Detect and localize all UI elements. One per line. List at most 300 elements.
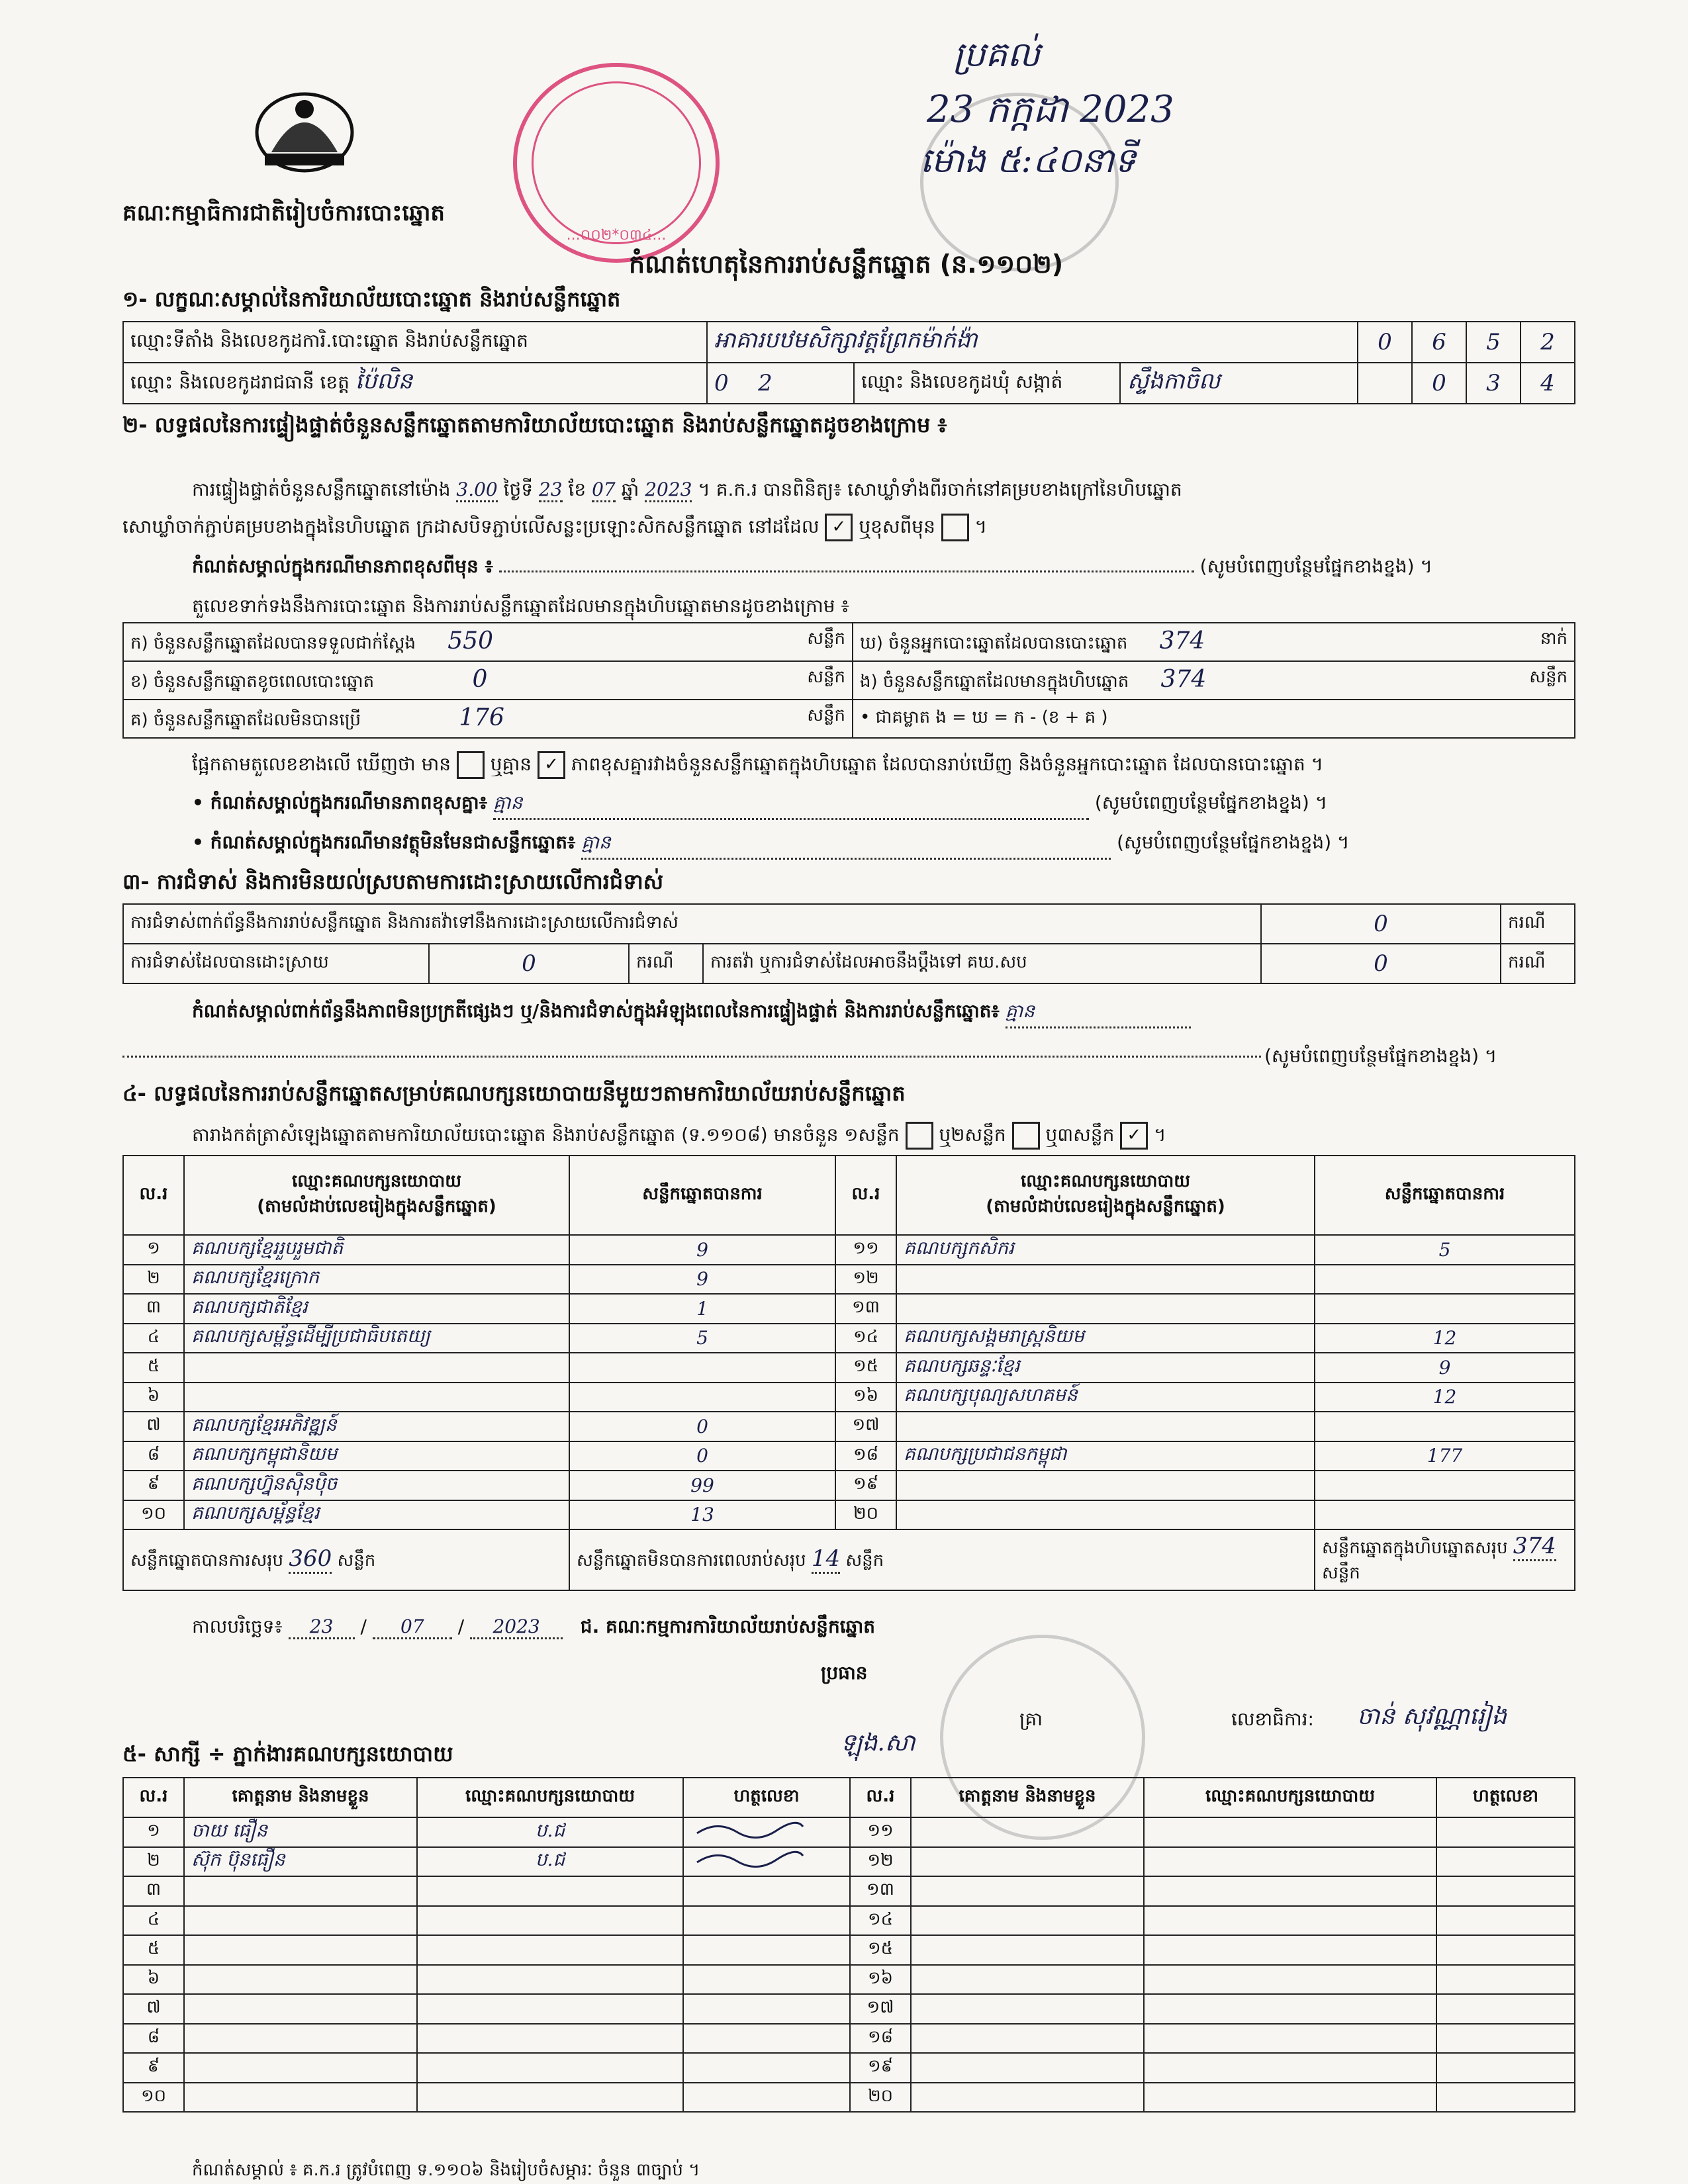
results-right-party: គណបក្សកសិករ [896, 1235, 1315, 1265]
witness-right-name [911, 1935, 1144, 1965]
witness-right-no: ១៧ [850, 1994, 911, 2024]
results-left-party: គណបក្សខ្មែរក្រោក [184, 1265, 569, 1295]
results-left-party: គណបក្សសម្ព័ន្ធខ្មែរ [184, 1500, 569, 1530]
section2-title: ២- លទ្ធផលនៃការផ្ទៀងផ្ទាត់ចំនួនសន្លឹកឆ្នោតតាមការិយាល័យបោះឆ្នោត និងរាប់សន្លឹកឆ្នោតដូចខាងក្រោម ៖ [122, 412, 947, 437]
results-left-party: គណបក្សសម្ព័ន្ធដើម្បីប្រជាធិបតេយ្យ [184, 1324, 569, 1353]
section3-title: ៣- ការជំទាស់ និងការមិនយល់ស្របតាមការដោះស្រាយលើការជំទាស់ [122, 869, 664, 894]
witness-right-party [1144, 1906, 1436, 1936]
results-right-no: ១៤ [835, 1324, 896, 1353]
results-left-party: គណបក្សកម្ពុជានិយម [184, 1441, 569, 1471]
bullet2-label: • កំណត់សម្គាល់ក្នុងករណីមានវត្ថុមិនមែនជាសន្លឹកឆ្នោត៖ [192, 831, 576, 853]
objections-row1-value: 0 [1261, 904, 1501, 944]
witness-left-name [184, 2083, 417, 2113]
results-right-votes: 177 [1315, 1441, 1575, 1471]
unchanged-checkbox[interactable]: ✓ [825, 514, 853, 541]
witness-right-sig [1436, 2053, 1575, 2083]
witness-right-party [1144, 1965, 1436, 1995]
verification-time: 3.00 [456, 478, 497, 502]
witness-left-col-sig: ហត្ថលេខា [683, 1778, 850, 1817]
irregularity-note-line [192, 999, 1575, 1028]
bullet1-line [192, 791, 1575, 820]
witness-left-no: ៨ [123, 2024, 184, 2054]
results-right-votes [1315, 1412, 1575, 1441]
results-left-no: ៥ [123, 1353, 184, 1383]
figure-g-unit: សន្លឹក [807, 705, 845, 725]
witness-row [123, 1876, 1575, 1906]
commune-code-1: 0 [1412, 363, 1466, 404]
witness-left-party: ប.ជ [417, 1817, 683, 1847]
changed-checkbox[interactable] [941, 514, 969, 541]
witness-left-party: ប.ជ [417, 1847, 683, 1877]
results-left-votes: 0 [569, 1412, 835, 1441]
discrepancy-line [192, 751, 1575, 780]
figure-g-value: 176 [459, 704, 504, 731]
results-right-party: គណបក្សបុណ្យសហគមន៍ [896, 1383, 1315, 1412]
figures-intro: តួលេខទាក់ទងនឹងការបោះឆ្នោត និងការរាប់សន្លឹកឆ្នោតដែលមានក្នុងហិបឆ្នោតមានដូចខាងក្រោម ៖ [192, 595, 849, 617]
objections-table [122, 903, 1575, 984]
results-right-col-party-1: ឈ្មោះគណបក្សនយោបាយ [1021, 1171, 1190, 1191]
witness-left-name [184, 1994, 417, 2024]
verification-month: 07 [592, 478, 616, 502]
verification-time-label: ការផ្ទៀងផ្ទាត់ចំនួនសន្លឹកឆ្នោតនៅម៉ោង [192, 478, 451, 500]
results-left-col-no: ល.រ [123, 1156, 184, 1235]
figures-table [122, 622, 1575, 739]
witness-left-party [417, 1965, 683, 1995]
witness-row [123, 1906, 1575, 1936]
fill-more-3: (សូមបំពេញបន្ថែមផ្នែកខាងខ្នង) ។ [1117, 831, 1350, 853]
witness-right-sig [1436, 1847, 1575, 1877]
results-left-votes: 1 [569, 1294, 835, 1324]
witness-left-sig [683, 1935, 850, 1965]
witness-left-no: ៦ [123, 1965, 184, 1995]
tally-sheet-intro: តារាងកត់ត្រាសំឡេងឆ្នោតតាមការិយាល័យបោះឆ្នោត និងរាប់សន្លឹកឆ្នោត (ទ.១១០៨) មានចំនួន ១សន្លឹក [192, 1124, 900, 1146]
results-left-votes: 5 [569, 1324, 835, 1353]
appeal-value: 0 [1261, 944, 1501, 983]
figure-kh [123, 661, 853, 700]
location-code-2: 6 [1412, 322, 1466, 363]
witness-right-party [1144, 1817, 1436, 1847]
difference-note-dots [499, 570, 1194, 572]
figure-gh-label: ឃ) ចំនួនអ្នកបោះឆ្នោតដែលបានបោះឆ្នោត [860, 633, 1128, 653]
witness-right-sig [1436, 2024, 1575, 2054]
difference-note-line [192, 555, 1575, 582]
witness-left-no: ៩ [123, 2053, 184, 2083]
formula: • ជាគម្លាត ង = ឃ = ក - (ខ + គ ) [853, 700, 1575, 738]
witness-row [123, 1817, 1575, 1847]
witness-left-party [417, 2024, 683, 2054]
results-right-col-party-2: (តាមលំដាប់លេខរៀងក្នុងសន្លឹកឆ្នោត) [986, 1197, 1225, 1216]
results-right-votes: 12 [1315, 1324, 1575, 1353]
results-right-no: ២០ [835, 1500, 896, 1530]
fill-more-4: (សូមបំពេញបន្ថែមផ្នែកខាងខ្នង) ។ [1264, 1045, 1497, 1067]
witness-right-no: ១៤ [850, 1906, 911, 1936]
bullet1-label: • កំណត់សម្គាល់ក្នុងករណីមានភាពខុសគ្នា៖ [192, 792, 488, 813]
witness-left-name: ចាយ ធឿន [184, 1817, 417, 1847]
figure-ng [853, 661, 1575, 700]
results-left-party: គណបក្សខ្មែរអភិវឌ្ឍន៍ [184, 1412, 569, 1441]
date-line: កាលបរិច្ឆេទ៖ 23 / 07 / 2023 ជ. គណៈកម្មការការិយាល័យរាប់សន្លឹកឆ្នោត [192, 1615, 875, 1642]
date-month: 07 [373, 1615, 452, 1639]
witness-left-sig [683, 2083, 850, 2113]
results-row [123, 1235, 1575, 1265]
witness-right-name [911, 1817, 1144, 1847]
date-label: កាលបរិច្ឆេទ៖ [192, 1615, 283, 1637]
witness-right-name [911, 1965, 1144, 1995]
figure-g-label: គ) ចំនួនសន្លឹកឆ្នោតដែលមិនបានប្រើ [130, 709, 361, 730]
results-right-party [896, 1412, 1315, 1441]
witness-right-col-party: ឈ្មោះគណបក្សនយោបាយ [1144, 1778, 1436, 1817]
stamp-text: ...០០២*០៣៤... [566, 227, 667, 244]
witness-left-name: ស៊ុក ប៊ុនធឿន [184, 1847, 417, 1877]
witness-left-sig [683, 2053, 850, 2083]
resolved-value: 0 [429, 944, 629, 983]
witness-right-sig [1436, 1876, 1575, 1906]
seal-status-text: សោឃ្លាំចាក់ភ្ជាប់គម្របខាងក្នុងនៃហិបឆ្នោត ក្រដាសបិទភ្ជាប់លើសន្លះប្រឡោះសិកសន្លឹកឆ្នោត នៅដដែល [122, 516, 820, 537]
witness-right-no: ១៩ [850, 2053, 911, 2083]
results-left-party: គណបក្សខ្មែររួបរួមជាតិ [184, 1235, 569, 1265]
results-row [123, 1294, 1575, 1324]
witness-left-name [184, 1906, 417, 1936]
witness-left-party [417, 2083, 683, 2113]
witness-row [123, 1994, 1575, 2024]
verification-line-1 [192, 478, 1575, 505]
results-table [122, 1155, 1575, 1591]
witness-left-col-no: ល.រ [123, 1778, 184, 1817]
results-left-votes: 9 [569, 1265, 835, 1295]
red-official-stamp [513, 63, 720, 263]
received-date: 23 កក្កដា 2023 [927, 88, 1174, 131]
results-right-no: ១៨ [835, 1441, 896, 1471]
witness-left-party [417, 1935, 683, 1965]
figure-gh-value: 374 [1159, 627, 1205, 655]
results-right-party [896, 1500, 1315, 1530]
results-right-col-no: ល.រ [835, 1156, 896, 1235]
witness-row [123, 1847, 1575, 1877]
total-valid-label: សន្លឹកឆ្នោតបានការសរុប [130, 1551, 284, 1570]
location-code-1: 0 [1358, 322, 1412, 363]
province-value: ប៉ៃលិន [355, 368, 413, 394]
bullet2-value: គ្មាន [581, 831, 1111, 860]
total-box-unit: សន្លឹក [1322, 1563, 1360, 1583]
results-right-party: គណបក្សសង្គមរាស្ត្រនិយម [896, 1324, 1315, 1353]
results-left-votes: 13 [569, 1500, 835, 1530]
received-note: ប្រគល់ [953, 35, 1041, 75]
results-row [123, 1500, 1575, 1530]
results-row [123, 1353, 1575, 1383]
results-row [123, 1441, 1575, 1471]
witness-right-name [911, 2083, 1144, 2113]
appeal-label: ការតវ៉ា ឬការជំទាស់ដែលអាចនឹងប្តឹងទៅ គឃ.សប [703, 944, 1261, 983]
witness-right-sig [1436, 1817, 1575, 1847]
witness-left-sig [683, 1876, 850, 1906]
results-left-no: ១ [123, 1235, 184, 1265]
results-left-col-party [184, 1156, 569, 1235]
witness-right-no: ១៦ [850, 1965, 911, 1995]
province-code-1: 0 [714, 370, 729, 396]
tally-sheet-line: តារាងកត់ត្រាសំឡេងឆ្នោតតាមការិយាល័យបោះឆ្នោត និងរាប់សន្លឹកឆ្នោត (ទ.១១០៨) មានចំនួន ១សន្លឹក ឬ២សន្លឹក ឬ៣សន្លឹក ✓ ។ [192, 1122, 1166, 1150]
witness-right-party [1144, 1994, 1436, 2024]
witness-right-col-name: គោត្តនាម និងនាមខ្លួន [911, 1778, 1144, 1817]
witness-right-party [1144, 2053, 1436, 2083]
secretary-label: លេខាធិការ: [1231, 1708, 1314, 1730]
results-right-party [896, 1294, 1315, 1324]
secretary-name: ចាន់ សុវណ្ណារៀង [1357, 1703, 1507, 1730]
results-right-col-party [896, 1156, 1315, 1235]
committee-label: ជ. គណៈកម្មការការិយាល័យរាប់សន្លឹកឆ្នោត [580, 1615, 876, 1637]
total-invalid-cell [569, 1529, 1315, 1590]
witness-right-name [911, 1906, 1144, 1936]
received-time: ម៉ោង ៥:៤០នាទី [920, 141, 1137, 181]
witness-right-no: ២០ [850, 2083, 911, 2113]
verification-year: 2023 [645, 478, 692, 502]
results-right-no: ១៩ [835, 1471, 896, 1500]
figure-ng-unit: សន្លឹក [1529, 666, 1568, 687]
witness-right-party [1144, 2083, 1436, 2113]
total-invalid-label: សន្លឹកឆ្នោតមិនបានការពេលរាប់សរុប [577, 1551, 806, 1570]
results-left-no: ៣ [123, 1294, 184, 1324]
results-left-col-votes: សន្លឹកឆ្នោតបានការ [569, 1156, 835, 1235]
verification-month-label: ខែ [568, 478, 586, 500]
bullet2-line [192, 831, 1575, 860]
results-right-votes [1315, 1500, 1575, 1530]
total-invalid-unit: សន្លឹក [845, 1551, 884, 1570]
witness-right-name [911, 1876, 1144, 1906]
verification-year-label: ឆ្នាំ [621, 478, 639, 500]
witness-left-no: ៣ [123, 1876, 184, 1906]
figure-k-value: 550 [447, 627, 493, 655]
witness-right-party [1144, 2024, 1436, 2054]
discrepancy-yes-checkbox[interactable] [457, 751, 485, 779]
results-left-no: ៧ [123, 1412, 184, 1441]
results-row [123, 1471, 1575, 1500]
witness-row [123, 2053, 1575, 2083]
witness-right-no: ១៨ [850, 2024, 911, 2054]
resolved-unit: ករណី [629, 944, 703, 983]
location-code-4: 2 [1521, 322, 1575, 363]
verification-line-2: សោឃ្លាំចាក់ភ្ជាប់គម្របខាងក្នុងនៃហិបឆ្នោត ក្រដាសបិទភ្ជាប់លើសន្លះប្រឡោះសិកសន្លឹកឆ្នោត នៅដដែល ✓ ឬខុសពីមុន ។ [122, 514, 987, 542]
figure-ng-value: 374 [1160, 665, 1207, 693]
section5-title: ៥- សាក្សី ÷ ភ្នាក់ងារគណបក្សនយោបាយ [122, 1741, 453, 1766]
witness-left-col-name: គោត្តនាម និងនាមខ្លួន [184, 1778, 417, 1817]
tally-3-label: ឬ៣សន្លឹក [1045, 1124, 1115, 1146]
witness-right-party [1144, 1935, 1436, 1965]
witness-left-party [417, 1994, 683, 2024]
witness-right-no: ១២ [850, 1847, 911, 1877]
results-left-no: ៤ [123, 1324, 184, 1353]
witness-right-name [911, 2053, 1144, 2083]
results-left-no: ៩ [123, 1471, 184, 1500]
section4-title: ៤- លទ្ធផលនៃការរាប់សន្លឹកឆ្នោតសម្រាប់គណបក្សនយោបាយនីមួយៗតាមការិយាល័យរាប់សន្លឹកឆ្នោត [122, 1081, 906, 1106]
results-right-votes: 12 [1315, 1383, 1575, 1412]
witness-right-sig [1436, 1906, 1575, 1936]
results-left-col-party-1: ឈ្មោះគណបក្សនយោបាយ [292, 1171, 461, 1191]
province-code-2: 2 [758, 370, 773, 396]
discrepancy-none-checkbox[interactable]: ✓ [538, 751, 565, 779]
witness-row [123, 1965, 1575, 1995]
total-valid-cell [123, 1529, 569, 1590]
difference-note-label: កំណត់សម្គាល់ក្នុងករណីមានភាពខុសពីមុន ៖ [192, 555, 493, 577]
results-right-no: ១៧ [835, 1412, 896, 1441]
results-left-no: ៨ [123, 1441, 184, 1471]
witness-left-sig [683, 1817, 850, 1847]
results-right-party: គណបក្សឆន្ទៈខ្មែរ [896, 1353, 1315, 1383]
results-right-no: ១៦ [835, 1383, 896, 1412]
witness-right-party [1144, 1847, 1436, 1877]
results-right-no: ១២ [835, 1265, 896, 1295]
commune-code-3: 4 [1521, 363, 1575, 404]
section1-title: ១- លក្ខណៈសម្គាល់នៃការិយាល័យបោះឆ្នោត និងរាប់សន្លឹកឆ្នោត [122, 287, 621, 312]
verification-day-label: ថ្ងៃទី [503, 478, 534, 500]
results-left-votes [569, 1353, 835, 1383]
witness-left-no: ៥ [123, 1935, 184, 1965]
figure-k [123, 623, 853, 661]
witness-right-sig [1436, 1994, 1575, 2024]
date-year: 2023 [470, 1615, 563, 1639]
witness-left-col-party: ឈ្មោះគណបក្សនយោបាយ [417, 1778, 683, 1817]
witness-row [123, 2024, 1575, 2054]
results-right-party [896, 1265, 1315, 1295]
irregularity-note-value: គ្មាន [1006, 999, 1191, 1028]
appeal-unit: ករណី [1501, 944, 1575, 983]
verification-text: ។ គ.ក.រ បានពិនិត្យ៖ សោឃ្លាំទាំងពីរចាក់នៅគម្របខាងក្រៅនៃហិបឆ្នោត [698, 478, 1182, 500]
results-right-votes [1315, 1265, 1575, 1295]
discrepancy-rest: ភាពខុសគ្នារវាងចំនួនសន្លឹកឆ្នោតក្នុងហិបឆ្នោត ដែលបានរាប់ឃើញ និងចំនួនអ្នកបោះឆ្នោត ដែលបានបោះឆ្នោត ។ [571, 753, 1324, 775]
witness-left-sig [683, 1847, 850, 1877]
chair-label: ប្រធាន [821, 1662, 868, 1684]
results-left-no: ៦ [123, 1383, 184, 1412]
changed-label: ឬខុសពីមុន [859, 516, 935, 537]
witness-left-sig [683, 1965, 850, 1995]
witness-right-party [1144, 1876, 1436, 1906]
witness-left-name [184, 1935, 417, 1965]
objections-row1-unit: ករណី [1501, 904, 1575, 944]
witness-row [123, 2083, 1575, 2113]
witness-left-no: ៤ [123, 1906, 184, 1936]
discrepancy-text: ផ្អែកតាមតួលេខខាងលើ ឃើញថា មាន [192, 753, 451, 775]
tally-1-checkbox[interactable] [906, 1122, 933, 1150]
results-left-col-party-2: (តាមលំដាប់លេខរៀងក្នុងសន្លឹកឆ្នោត) [257, 1197, 496, 1216]
irregularity-note-dots [122, 1042, 1261, 1058]
results-right-no: ១១ [835, 1235, 896, 1265]
witness-left-no: ១០ [123, 2083, 184, 2113]
witness-left-sig [683, 1994, 850, 2024]
discrepancy-none-label: ឬគ្មាន [490, 753, 532, 775]
witness-left-no: ២ [123, 1847, 184, 1877]
results-right-no: ១៥ [835, 1353, 896, 1383]
tally-3-checkbox[interactable]: ✓ [1120, 1122, 1148, 1150]
witness-left-party [417, 1876, 683, 1906]
witness-right-sig [1436, 1965, 1575, 1995]
figure-kh-label: ខ) ចំនួនសន្លឹកឆ្នោតខូចពេលបោះឆ្នោត [130, 671, 375, 692]
witness-left-sig [683, 2024, 850, 2054]
irregularity-note-label: កំណត់សម្គាល់ពាក់ព័ន្ធនឹងភាពមិនប្រក្រតីផ្សេងៗ ឬ/និងការជំទាស់ក្នុងអំឡុងពេលនៃការផ្ទៀងផ្ទាត់ និងការរាប់សន្លឹកឆ្នោត៖ [192, 1000, 1000, 1022]
location-label: ឈ្មោះទីតាំង និងលេខកូដការិ.បោះឆ្នោត និងរាប់សន្លឹកឆ្នោត [123, 322, 707, 363]
commune-code-spacer [1358, 363, 1412, 404]
total-box-value: 374 [1513, 1533, 1556, 1561]
results-left-no: ១០ [123, 1500, 184, 1530]
commune-code-2: 3 [1466, 363, 1521, 404]
witness-right-col-no: ល.រ [850, 1778, 911, 1817]
results-left-votes: 9 [569, 1235, 835, 1265]
figure-ng-label: ង) ចំនួនសន្លឹកឆ្នោតដែលមានក្នុងហិបឆ្នោត [860, 671, 1129, 692]
witness-right-name [911, 2024, 1144, 2054]
results-left-votes: 99 [569, 1471, 835, 1500]
results-row [123, 1383, 1575, 1412]
witness-right-no: ១៥ [850, 1935, 911, 1965]
chair-name: ឡុង.សា [841, 1729, 915, 1756]
province-label [123, 363, 707, 404]
witness-left-name [184, 1965, 417, 1995]
section1-table [122, 321, 1575, 404]
member-label: គ្រា [1019, 1708, 1043, 1730]
witness-left-name [184, 2053, 417, 2083]
witness-left-sig [683, 1906, 850, 1936]
form-title: កំណត់ហេតុនៃការរាប់សន្លឹកឆ្នោត (ន.១១០២) [629, 250, 1064, 279]
results-right-col-votes: សន្លឹកឆ្នោតបានការ [1315, 1156, 1575, 1235]
results-left-party: គណបក្សហ្វ៊ុនស៊ិនប៉ិច [184, 1471, 569, 1500]
witness-left-party [417, 2053, 683, 2083]
witness-signature [690, 1819, 810, 1841]
results-right-votes [1315, 1294, 1575, 1324]
figure-gh-unit: នាក់ [1540, 628, 1568, 649]
date-day: 23 [289, 1615, 355, 1639]
fill-more-1: (សូមបំពេញបន្ថែមផ្នែកខាងខ្នង) ។ [1199, 555, 1432, 577]
results-row [123, 1265, 1575, 1295]
tally-2-label: ឬ២សន្លឹក [939, 1124, 1006, 1146]
results-right-votes: 5 [1315, 1235, 1575, 1265]
fill-more-2: (សូមបំពេញបន្ថែមផ្នែកខាងខ្នង) ។ [1094, 792, 1328, 813]
results-left-party [184, 1353, 569, 1383]
results-right-party: គណបក្សប្រជាជនកម្ពុជា [896, 1441, 1315, 1471]
total-valid-value: 360 [289, 1545, 332, 1574]
results-right-party [896, 1471, 1315, 1500]
witness-signature [690, 1848, 810, 1870]
witness-right-no: ១៣ [850, 1876, 911, 1906]
figure-kh-value: 0 [472, 665, 488, 693]
tally-2-checkbox[interactable] [1012, 1122, 1040, 1150]
location-value: អាគារបឋមសិក្សាវត្តព្រែកម៉ាក់ង៉ា [707, 322, 1358, 363]
figure-kh-unit: សន្លឹក [807, 666, 845, 687]
results-row [123, 1324, 1575, 1353]
results-left-party [184, 1383, 569, 1412]
witness-left-no: ១ [123, 1817, 184, 1847]
witness-right-name [911, 1847, 1144, 1877]
total-invalid-value: 14 [812, 1545, 840, 1574]
results-left-no: ២ [123, 1265, 184, 1295]
location-code-3: 5 [1466, 322, 1521, 363]
results-right-votes: 9 [1315, 1353, 1575, 1383]
witness-left-party [417, 1906, 683, 1936]
figure-k-label: ក) ចំនួនសន្លឹកឆ្នោតដែលបានទទួលជាក់ស្តែង [130, 633, 416, 653]
witness-left-name [184, 2024, 417, 2054]
results-right-no: ១៣ [835, 1294, 896, 1324]
results-left-party: គណបក្សជាតិខ្មែរ [184, 1294, 569, 1324]
figure-g [123, 700, 853, 738]
footer-note: កំណត់សម្គាល់ ៖ គ.ក.រ ត្រូវបំពេញ ទ.១១០៦ និងរៀបចំសម្ភារៈ ចំនួន ៣ច្បាប់ ។ [192, 2160, 700, 2180]
nec-emblem [252, 79, 357, 179]
witness-right-sig [1436, 2083, 1575, 2113]
witness-right-sig [1436, 1935, 1575, 1965]
results-row [123, 1412, 1575, 1441]
witness-left-name [184, 1876, 417, 1906]
results-left-votes: 0 [569, 1441, 835, 1471]
witness-table [122, 1777, 1575, 2113]
witness-right-col-sig: ហត្ថលេខា [1436, 1778, 1575, 1817]
figure-k-unit: សន្លឹក [807, 628, 845, 649]
results-left-votes [569, 1383, 835, 1412]
witness-left-no: ៧ [123, 1994, 184, 2024]
objections-row1-label: ការជំទាស់ពាក់ព័ន្ធនឹងការរាប់សន្លឹកឆ្នោត និងការតវ៉ាទៅនឹងការដោះស្រាយលើការជំទាស់ [123, 904, 1261, 944]
